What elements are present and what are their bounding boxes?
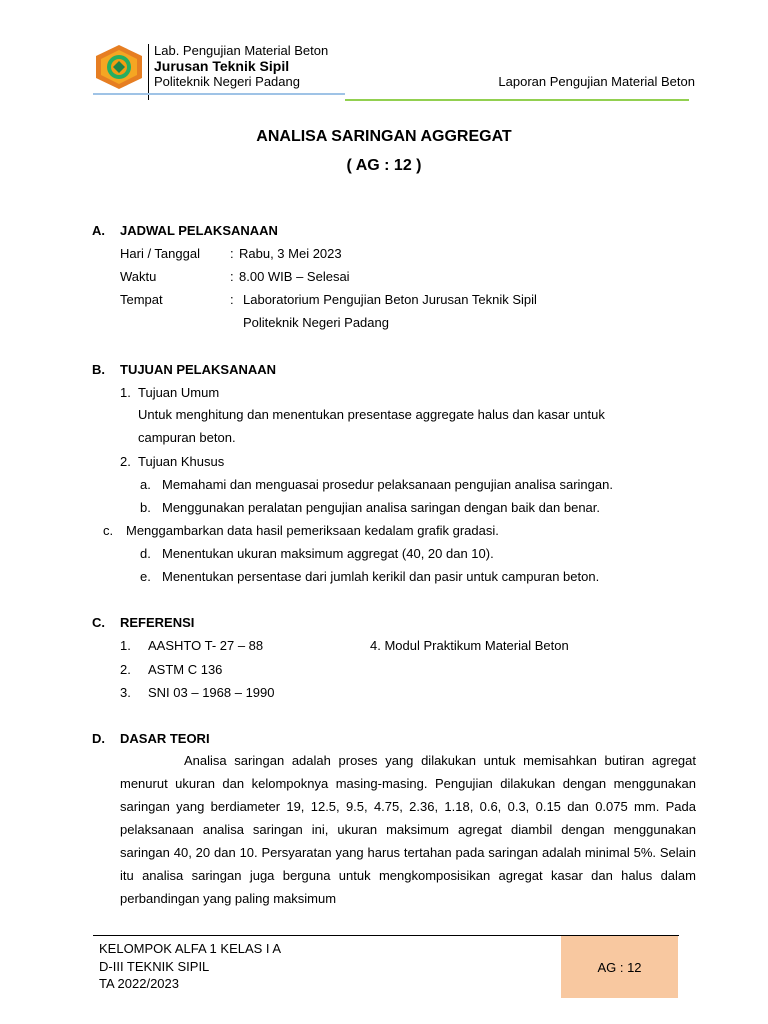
schedule-label-date: Hari / Tanggal: [120, 246, 200, 261]
footer-group: KELOMPOK ALFA 1 KELAS I A: [99, 941, 282, 956]
reference-number: 2.: [120, 662, 131, 677]
reference-item: SNI 03 – 1968 – 1990: [148, 685, 275, 700]
schedule-value-place: Laboratorium Pengujian Beton Jurusan Teknik Sipil: [243, 292, 537, 307]
footer-code: AG : 12: [597, 960, 642, 975]
schedule-sep: :: [230, 246, 234, 261]
section-a-heading: JADWAL PELAKSANAAN: [120, 223, 278, 238]
goal-item-text: Menggunakan peralatan pengujian analisa saringan dengan baik dan benar.: [162, 500, 601, 515]
goal-general-text-cont: campuran beton.: [138, 430, 236, 445]
reference-item: AASHTO T- 27 – 88: [148, 638, 264, 653]
schedule-value-date: Rabu, 3 Mei 2023: [239, 246, 342, 261]
theory-paragraph: Analisa saringan adalah proses yang dilakukan untuk memisahkan butiran agregat menurut ukuran dan kelompoknya masing-masing. Pengujian dilakukan dengan menggunakan saringan yang berdiameter 19, 12.5, 9.5, 4.75, 2.36, 1.18, 0.6, 0.3, 0.15 dan 0.075 mm. Pada pelaksanaan analisa saringan ini, ukuran maksimum agregat diambil dengan menggunakan saringan 40, 20 dan 10. Persyaratan yang harus tertahan pada saringan adalah minimal 5%. Selain itu analisa saringan juga berguna untuk mengkomposisikan agregat kasar dan halus dalam perbandingan yang paling maksimum: [120, 753, 696, 906]
header-institution: Politeknik Negeri Padang: [154, 74, 300, 89]
goal-specific-number: 2.: [120, 454, 131, 469]
document-title: ANALISA SARINGAN AGGREGAT: [256, 128, 512, 145]
section-b-heading: TUJUAN PELAKSANAAN: [120, 362, 277, 377]
section-d-letter: D.: [92, 731, 105, 746]
section-c-letter: C.: [92, 615, 105, 630]
goal-general-number: 1.: [120, 385, 131, 400]
schedule-value-place-line2: Politeknik Negeri Padang: [243, 315, 389, 330]
goal-specific-title: Tujuan Khusus: [138, 454, 225, 469]
schedule-sep: :: [230, 292, 234, 307]
footer-program: D-III TEKNIK SIPIL: [99, 959, 210, 974]
goal-item-text: Menggambarkan data hasil pemeriksaan kedalam grafik gradasi.: [126, 523, 499, 538]
schedule-label-time: Waktu: [120, 269, 157, 284]
goal-item-letter: b.: [140, 500, 151, 515]
document-code: ( AG : 12 ): [346, 157, 422, 174]
footer-code-box: [561, 936, 678, 998]
section-d-heading: DASAR TEORI: [120, 731, 210, 746]
header-report-title: Laporan Pengujian Material Beton: [498, 74, 695, 89]
reference-number: 3.: [120, 685, 131, 700]
schedule-value-time: 8.00 WIB – Selesai: [239, 269, 350, 284]
goal-item-text: Memahami dan menguasai prosedur pelaksanaan pengujian analisa saringan.: [162, 477, 613, 492]
header-divider: [148, 44, 149, 100]
section-b-letter: B.: [92, 362, 105, 377]
reference-item: ASTM C 136: [148, 662, 223, 677]
goal-item-text: Menentukan ukuran maksimum aggregat (40, 20 dan 10).: [162, 546, 494, 561]
goal-item-letter: e.: [140, 569, 151, 584]
header-lab: Lab. Pengujian Material Beton: [154, 43, 329, 58]
header-rule-blue: [93, 93, 345, 95]
schedule-sep: :: [230, 269, 234, 284]
goal-general-title: Tujuan Umum: [138, 385, 220, 400]
schedule-label-place: Tempat: [120, 292, 163, 307]
reference-number: 1.: [120, 638, 131, 653]
goal-item-letter: a.: [140, 477, 151, 492]
polytechnic-logo: [93, 44, 145, 90]
goal-item-letter: d.: [140, 546, 151, 561]
goal-item-text: Menentukan persentase dari jumlah kerikil dan pasir untuk campuran beton.: [162, 569, 600, 584]
footer-year: TA 2022/2023: [99, 976, 179, 991]
section-c-heading: REFERENSI: [120, 615, 195, 630]
header-rule-green: [345, 99, 689, 101]
header-department: Jurusan Teknik Sipil: [154, 58, 290, 74]
goal-item-letter: c.: [103, 523, 114, 538]
reference-item-4: 4. Modul Praktikum Material Beton: [370, 638, 569, 653]
section-a-letter: A.: [92, 223, 105, 238]
goal-general-text: Untuk menghitung dan menentukan presentase aggregate halus dan kasar untuk: [138, 407, 605, 422]
